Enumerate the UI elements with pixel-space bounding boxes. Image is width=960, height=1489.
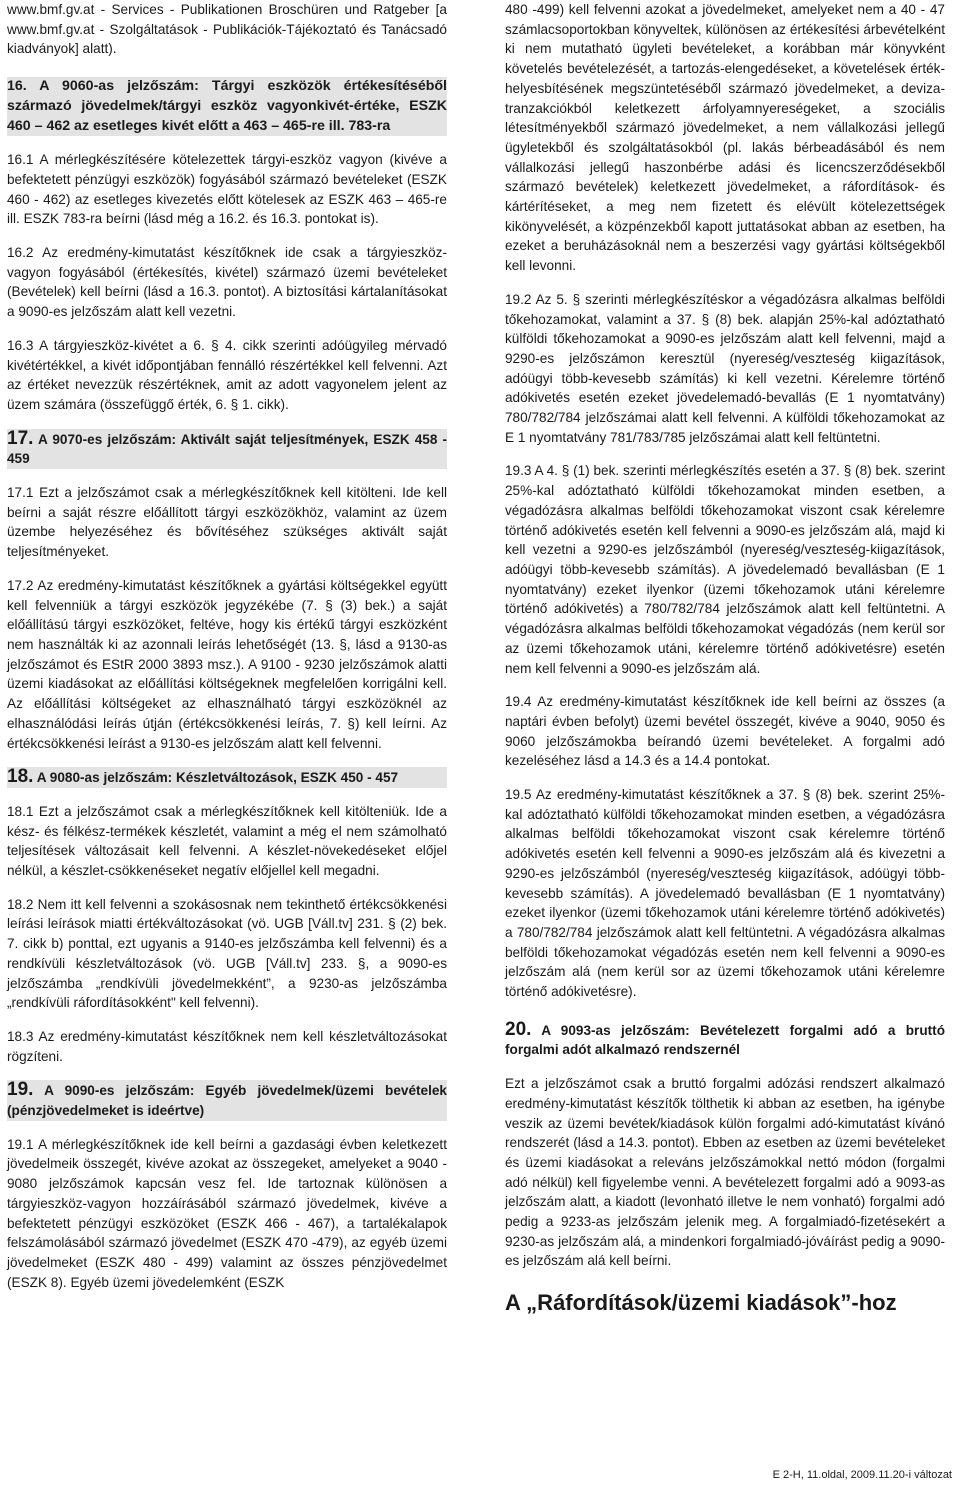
- section-19-title: A 9090-es jelzőszám: Egyéb jövedelmek/üzemi bevételek (pénzjövedelmeket is ideértve): [7, 1083, 447, 1119]
- section-18-title: A 9080-as jelzőszám: Készletváltozások, ESZK 450 - 457: [36, 770, 399, 786]
- section-20-number: 20.: [505, 1018, 532, 1040]
- section-17-title: A 9070-es jelzőszám: Aktivált saját teljesítmények, ESZK 458 - 459: [7, 431, 447, 467]
- page-footer: E 2-H, 11.oldal, 2009.11.20-i változat: [772, 1469, 952, 1481]
- section-19-2: 19.2 Az 5. § szerinti mérlegkészítéskor a végadózásra alkalmas belföldi tőkehozamokat, valamint a 37. § (8) bek. alapján 25%-kal adóztatható külföldi tőkehozamokat a 9090-es jelzőszám alatt kell felvenni, majd a 9290-es jelzőszámon keresztül (nyereség/veszteség kiigazítások, adóügyi több-kevesebb számítás) ki kell vezetni. Kérelemre történő adókivetés esetén ezeket jövedelemadó-bevallás (E 1 nyomtatvány) 780/782/784 jelzőszámai alatt kell felvenni. A külföldi tőkehozamokat az E 1 nyomtatvány 781/783/785 jelzőszámai alatt kell feltüntetni.: [505, 291, 945, 445]
- section-18-2: 18.2 Nem itt kell felvenni a szokásosnak nem tekinthető értékcsökkenési leírási leírások miatti értékváltozásokat (vö. UGB [Váll.tv] 231. § (2) bek. 7. cikk b) ponttal, ezt ugyanis a 9140-es jelzőszámba kell felvenni) és a rendkívüli készletváltozások (vö. UGB [Váll.tv] 233. §, a 9090-es jelzőszámba „rendkívüli jövedelmekként”, a 9230-as jelzőszámba „rendkívüli ráfordításokként" kell felvenni).: [7, 896, 447, 1011]
- section-19-3: 19.3 A 4. § (1) bek. szerinti mérlegkészítés esetén a 37. § (8) bek. szerint 25%-kal adóztatható külföldi tőkehozamokat minden esetben, a végadózásra alkalmas belföldi tőkehozamokat viszont csak kérelemre történő adókivetés esetén kell felvenni a 9090-es jelzőszám alá, majd ki kell vezetni a 9290-es jelzőszámból (nyereség/veszteség-kiigazítások, adóügyi több-kevesebb számítás). A jövedelemadó bevallásban (E 1 nyomtatvány) ezeket ilyenkor (üzemi tőkehozamok utáni kérelemre történő adókivetés) a 780/782/784 jelzőszámok alatt kell feltüntetni. A végadózásra alkalmas belföldi tőkehozamokat végadózás (nem kerül sor az üzemi tőkehozamok utáni, kérelemre történő adókivetésre) esetén nem kell felvenni a 9090-es jelzőszám alá.: [505, 463, 945, 676]
- section-20-title: A 9093-as jelzőszám: Bevételezett forgalmi adó a bruttó forgalmi adót alkalmazó rendszernél: [505, 1022, 945, 1058]
- section-16-1: 16.1 A mérlegkészítésére kötelezettek tárgyi-eszköz vagyon (kivéve a befektetett pénzügyi eszközök) fogyásából származó bevételeket (ESZK 460 - 462) az esetleges kivezetés előtt kötelesek az ESZK 463 – 465-re ill. ESZK 783-ra beírni (lásd még a 16.2. és 16.3. pontokat is).: [7, 152, 447, 227]
- section-18-3: 18.3 Az eredmény-kimutatást készítőknek nem kell készletváltozásokat rögzíteni.: [7, 1028, 447, 1064]
- section-16-3: 16.3 A tárgyieszköz-kivétet a 6. § 4. cikk szerinti adóügyileg mérvadó kivétértékkel, a kivét időpontjában fennálló részértékkel kell felvenni. Azt az értéket nevezzük részértéknek, amit az adott vagyonelem jelent az üzem számára (összefüggő érték, 6. § 1. cikk).: [7, 337, 447, 412]
- section-17-heading: [7, 429, 447, 469]
- section-18-heading: [7, 767, 447, 788]
- intro-paragraph: www.bmf.gv.at - Services - Publikationen Broschüren und Ratgeber [a www.bmf.gv.at - Szolgáltatások - Publikációk-Tájékoztató és Tanácsadó kiadványok] alatt).: [7, 2, 447, 57]
- section-18-number: 18.: [7, 766, 34, 788]
- section-17-number: 17.: [7, 427, 34, 449]
- section-19-5: 19.5 Az eredmény-kimutatást készítőknek a 37. § (8) bek. szerint 25%-kal adóztatható külföldi tőkehozamokat minden esetben, a végadózásra alkalmas belföldi tőkehozamokat viszont csak kérelemre történő adókivetés esetén kell felvenni a 9090-es jelzőszám alá és kivezetni a 9290-es jelzőszámból (nyereség/veszteség kiigazítások, adóügyi több-kevesebb számítás). A jövedelemadó bevallásban (E 1 nyomtatvány) ezeket ilyenkor (üzemi tőkehozamok utáni kérelemre történő adókivetés) a 780/782/784 jelzőszámok alatt kell feltüntetni. A végadózásra alkalmas belföldi tőkehozamokat végadózás esetén nem kell felvenni a 9090-es jelzőszám alá (nem kerül sor az üzemi tőkehozamok utáni kérelemre történő adókivetésre).: [505, 787, 945, 1000]
- section-19-1-continued: 480 -499) kell felvenni azokat a jövedelmeket, amelyeket nem a 40 - 47 számlacsoportokban könyveltek, különösen az értékesítési árbevételként ki nem mutatható ügyleti bevételeket, a korábban már könyvként követelés bevételezését, a tartozás-elengedéseket, a követelések érték-helyesbítésének megszüntetéséből származó jövedelmeket, a deviza-tranzakciókból keletkezett árfolyamnyereségeket, a szociális létesítményekből származó jövedelmeket, a nem vállalkozási jellegű ügyletekből és szolgáltatásokból (pl. lakás bérbeadásából és nem vállalkozási jellegű haszonbérbe adási és licencszerződésekből származó bevételek) keletkezett jövedelmeket, a ráfordítások- és kártérítéseket, a meg nem fizetett és elévült kötelezettségek kikönyvelését, a közpénzekből kapott juttatásokat abban az esetben, ha ezeket a beruházásoknál nem a beszerzési vagy gyártási költségekből kell levonni.: [505, 2, 945, 274]
- section-17-1: 17.1 Ezt a jelzőszámot csak a mérlegkészítőknek kell kitölteni. Ide kell beírni a saját részre előállított tárgyi eszközökhöz, valamint az üzem üzembe helyezéséhez és bővítéséhez szükséges aktivált saját teljesítményeket.: [7, 485, 447, 560]
- left-column: [7, 0, 447, 1292]
- section-18-1: 18.1 Ezt a jelzőszámot csak a mérlegkészítőknek kell kitölteniük. Ide a kész- és félkész-termékek készletét, valamint a még el nem számolható teljesítések változásait kell felvenni. A készlet-növekedéseket előjel nélkül, a készlet-csökkenéseket negatív előjellel kell megadni.: [7, 803, 447, 879]
- section-19-heading: [7, 1080, 447, 1120]
- right-column: [505, 0, 945, 1317]
- section-16-heading: 16. A 9060-as jelzőszám: Tárgyi eszközök értékesítéséből származó jövedelmek/tárgyi eszköz vagyonkivét-értéke, ESZK 460 – 462 az esetleges kivét előtt a 463 – 465-re ill. 783-ra: [7, 77, 447, 136]
- section-19-1: 19.1 A mérlegkészítőknek ide kell beírni a gazdasági évben keletkezett jövedelmeik összegét, kivéve azokat az összegeket, amelyeket a 9040 - 9080 jelzőszámok kapcsán vesz fel. Ide tartoznak különösen a tárgyieszköz-vagyon hozzáírásából származó jövedelmek, kivéve a befektetett pénzügyi eszközöket (ESZK 466 - 467), a tartalékalapok felszámolásából származó jövedelmet (ESZK 470 -479), az egyéb üzemi jövedelmeket (ESZK 480 - 499) valamint az összes pénzjövedelmet (ESZK 8). Egyéb üzemi jövedelemként (ESZK: [7, 1136, 447, 1290]
- section-17-2: 17.2 Az eredmény-kimutatást készítőknek a gyártási költségekkel együtt kell felvenniük a tárgyi eszközök jegyzékébe (7. § (3) bek.) a saját előállítású tárgyi eszközöket, feltéve, hogy kis értékű tárgyi eszközként nem használták ki az azonnali leírás lehetőségét (13. §, lásd a 9130-as jelzőszámot és EStR 2000 3893 msz.). A 9100 - 9230 jelzőszámok alatti üzemi kiadásokat az előállítási költségeknek megfelelően korrigálni kell. Az előállítási költségeket az elhasználható tárgyi eszközöknél az elhasználódási leírás útján (értékcsökkenési leírás, 7. §) kell leírni. Az értékcsökkenési leírást a 9130-es jelzőszám alatt kell felvenni.: [7, 577, 447, 751]
- section-19-4: 19.4 Az eredmény-kimutatást készítőknek ide kell beírni az összes (a naptári évben befolyt) üzemi bevétel összegét, kivéve a 9040, 9050 és 9060 jelzőszámokba beírandó üzemi bevételeket. A forgalmi adó kezeléséhez lásd a 14.3 és a 14.4 pontokat.: [505, 694, 945, 769]
- expenses-section-title: A „Ráfordítások/üzemi kiadások”-hoz: [505, 1290, 897, 1316]
- section-19-number: 19.: [7, 1079, 34, 1101]
- section-20-body: Ezt a jelzőszámot csak a bruttó forgalmi adózási rendszert alkalmazó eredmény-kimutatást készítők tölthetik ki abban az esetben, ha igénybe veszik az üzemi bevétek/kiadások külön forgalmi adó-kimutatást kívánó rendszerét (lásd a 14.3. pontot). Ebben az esetben az üzemi bevételeket és üzemi kiadásokat a releváns jelzőszámokkal nettó módon (forgalmi adó nélkül) kell figyelembe venni. A bevételezett forgalmi adó a 9093-as jelzőszám alatt, a kiadott (levonható illetve le nem vonható) forgalmi adó pedig a 9233-as jelzőszám jelenik meg. A forgalmiadó-fizetésekért a 9230-as jelzőszám alá, a mindenkori forgalmiadó-jóváírást pedig a 9090-es jelzőszám alá kell beírni.: [505, 1076, 945, 1269]
- section-20-heading: [505, 1020, 945, 1060]
- section-16-2: 16.2 Az eredmény-kimutatást készítőknek ide csak a tárgyieszköz-vagyon fogyásából (értékesítés, kivétel) származó üzemi bevételeket (Bevételek) kell beírni (lásd a 16.3. pontot). A biztosítási kártalanításokat a 9090-es jelzőszám alatt kell vezetni.: [7, 245, 447, 320]
